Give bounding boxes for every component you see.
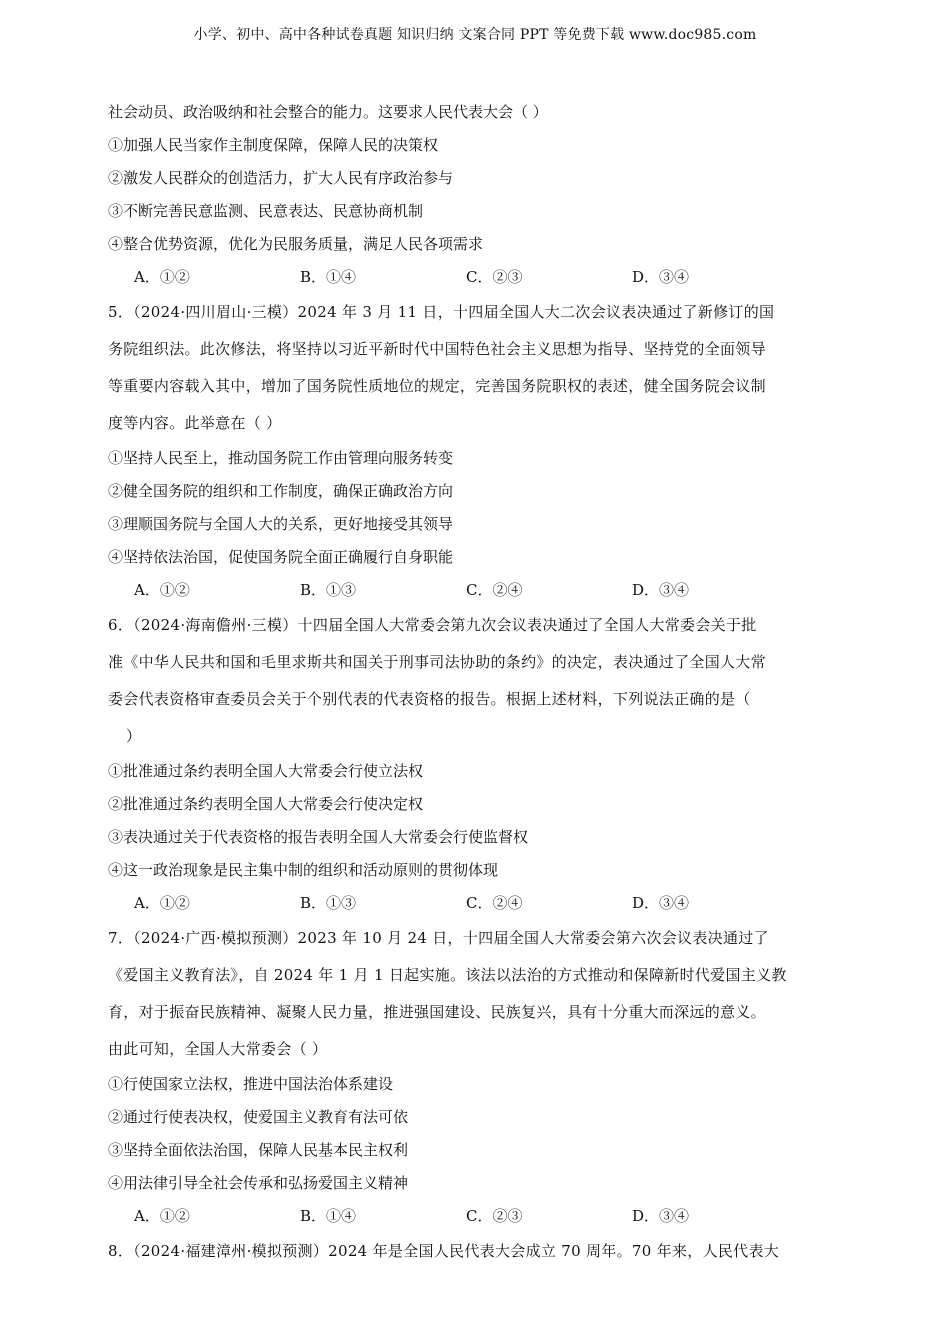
answer-choices — [108, 574, 848, 607]
option-line: ③表决通过关于代表资格的报告表明全国人大常委会行使监督权 — [108, 828, 529, 846]
choice-c: C．②④ — [466, 894, 523, 912]
choice-d: D．③④ — [632, 894, 690, 912]
question-stem-line: 《爱国主义教育法》，自 2024 年 1 月 1 日起实施。该法以法治的方式推动和保障新时代爱国主义教 — [108, 966, 787, 984]
choice-b: B．①③ — [300, 894, 357, 912]
choice-d: D．③④ — [632, 581, 690, 599]
answer-choices — [108, 1200, 848, 1233]
question-stem-line: 8．（2024·福建漳州·模拟预测）2024 年是全国人民代表大会成立 70 周年。70 年来，人民代表大 — [108, 1242, 780, 1260]
option-line: ①坚持人民至上，推动国务院工作由管理向服务转变 — [108, 449, 454, 467]
question-5 — [108, 294, 848, 607]
choice-d: D．③④ — [632, 268, 690, 286]
choice-a: A．①② — [134, 581, 190, 599]
question-6 — [108, 607, 848, 920]
option-line: ②批准通过条约表明全国人大常委会行使决定权 — [108, 795, 424, 813]
choice-a: A．①② — [134, 894, 190, 912]
choice-b: B．①④ — [300, 268, 357, 286]
option-line: ②通过行使表决权，使爱国主义教育有法可依 — [108, 1108, 409, 1126]
option-line: ③理顺国务院与全国人大的关系，更好地接受其领导 — [108, 515, 454, 533]
choice-b: B．①④ — [300, 1207, 357, 1225]
question-stem-line: 度等内容。此举意在（ ） — [108, 414, 282, 432]
question-stem-line: 由此可知，全国人大常委会（ ） — [108, 1040, 328, 1058]
question-stem-line: 准《中华人民共和国和毛里求斯共和国关于刑事司法协助的条约》的决定，表决通过了全国人大常 — [108, 653, 766, 671]
question-stem-line: 务院组织法。此次修法，将坚持以习近平新时代中国特色社会主义思想为指导、坚持党的全面领导 — [108, 340, 766, 358]
option-line: ②健全国务院的组织和工作制度，确保正确政治方向 — [108, 482, 454, 500]
question-stem-line: 育，对于振奋民族精神、凝聚人民力量，推进强国建设、民族复兴，具有十分重大而深远的意义。 — [108, 1003, 766, 1021]
option-line: ①行使国家立法权，推进中国法治体系建设 — [108, 1075, 394, 1093]
choice-a: A．①② — [134, 268, 190, 286]
option-line: ③坚持全面依法治国，保障人民基本民主权利 — [108, 1141, 409, 1159]
question-7 — [108, 920, 848, 1233]
option-line: ④坚持依法治国，促使国务院全面正确履行自身职能 — [108, 548, 454, 566]
choice-a: A．①② — [134, 1207, 190, 1225]
question-stem-line: 5．（2024·四川眉山·三模）2024 年 3 月 11 日，十四届全国人大二次会议表决通过了新修订的国 — [108, 303, 775, 321]
question-8 — [108, 1233, 848, 1270]
option-line: ②激发人民群众的创造活力，扩大人民有序政治参与 — [108, 169, 454, 187]
choice-d: D．③④ — [632, 1207, 690, 1225]
option-line: ①加强人民当家作主制度保障，保障人民的决策权 — [108, 136, 439, 154]
choice-c: C．②④ — [466, 581, 523, 599]
question-stem-line: 等重要内容载入其中，增加了国务院性质地位的规定，完善国务院职权的表述，健全国务院会议制 — [108, 377, 766, 395]
question-stem-line: ） — [126, 727, 142, 745]
answer-choices — [108, 261, 848, 294]
answer-choices — [108, 887, 848, 920]
choice-c: C．②③ — [466, 268, 523, 286]
option-line: ④整合优势资源，优化为民服务质量，满足人民各项需求 — [108, 235, 484, 253]
option-line: ④这一政治现象是民主集中制的组织和活动原则的贯彻体现 — [108, 861, 499, 879]
page-content — [108, 96, 848, 1270]
page-header: 小学、初中、高中各种试卷真题 知识归纳 文案合同 PPT 等免费下载 www.doc985.com — [193, 27, 757, 43]
option-line: ③不断完善民意监测、民意表达、民意协商机制 — [108, 202, 424, 220]
option-line: ①批准通过条约表明全国人大常委会行使立法权 — [108, 762, 424, 780]
question-4 — [108, 96, 848, 294]
question-stem-line: 社会动员、政治吸纳和社会整合的能力。这要求人民代表大会（ ） — [108, 103, 548, 121]
choice-b: B．①③ — [300, 581, 357, 599]
question-stem-line: 7．（2024·广西·模拟预测）2023 年 10 月 24 日，十四届全国人大常委会第六次会议表决通过了 — [108, 929, 769, 947]
choice-c: C．②③ — [466, 1207, 523, 1225]
question-stem-line: 委会代表资格审查委员会关于个别代表的代表资格的报告。根据上述材料，下列说法正确的是（ — [108, 690, 751, 708]
question-stem-line: 6．（2024·海南儋州·三模）十四届全国人大常委会第九次会议表决通过了全国人大常委会关于批 — [108, 616, 757, 634]
option-line: ④用法律引导全社会传承和弘扬爱国主义精神 — [108, 1174, 409, 1192]
